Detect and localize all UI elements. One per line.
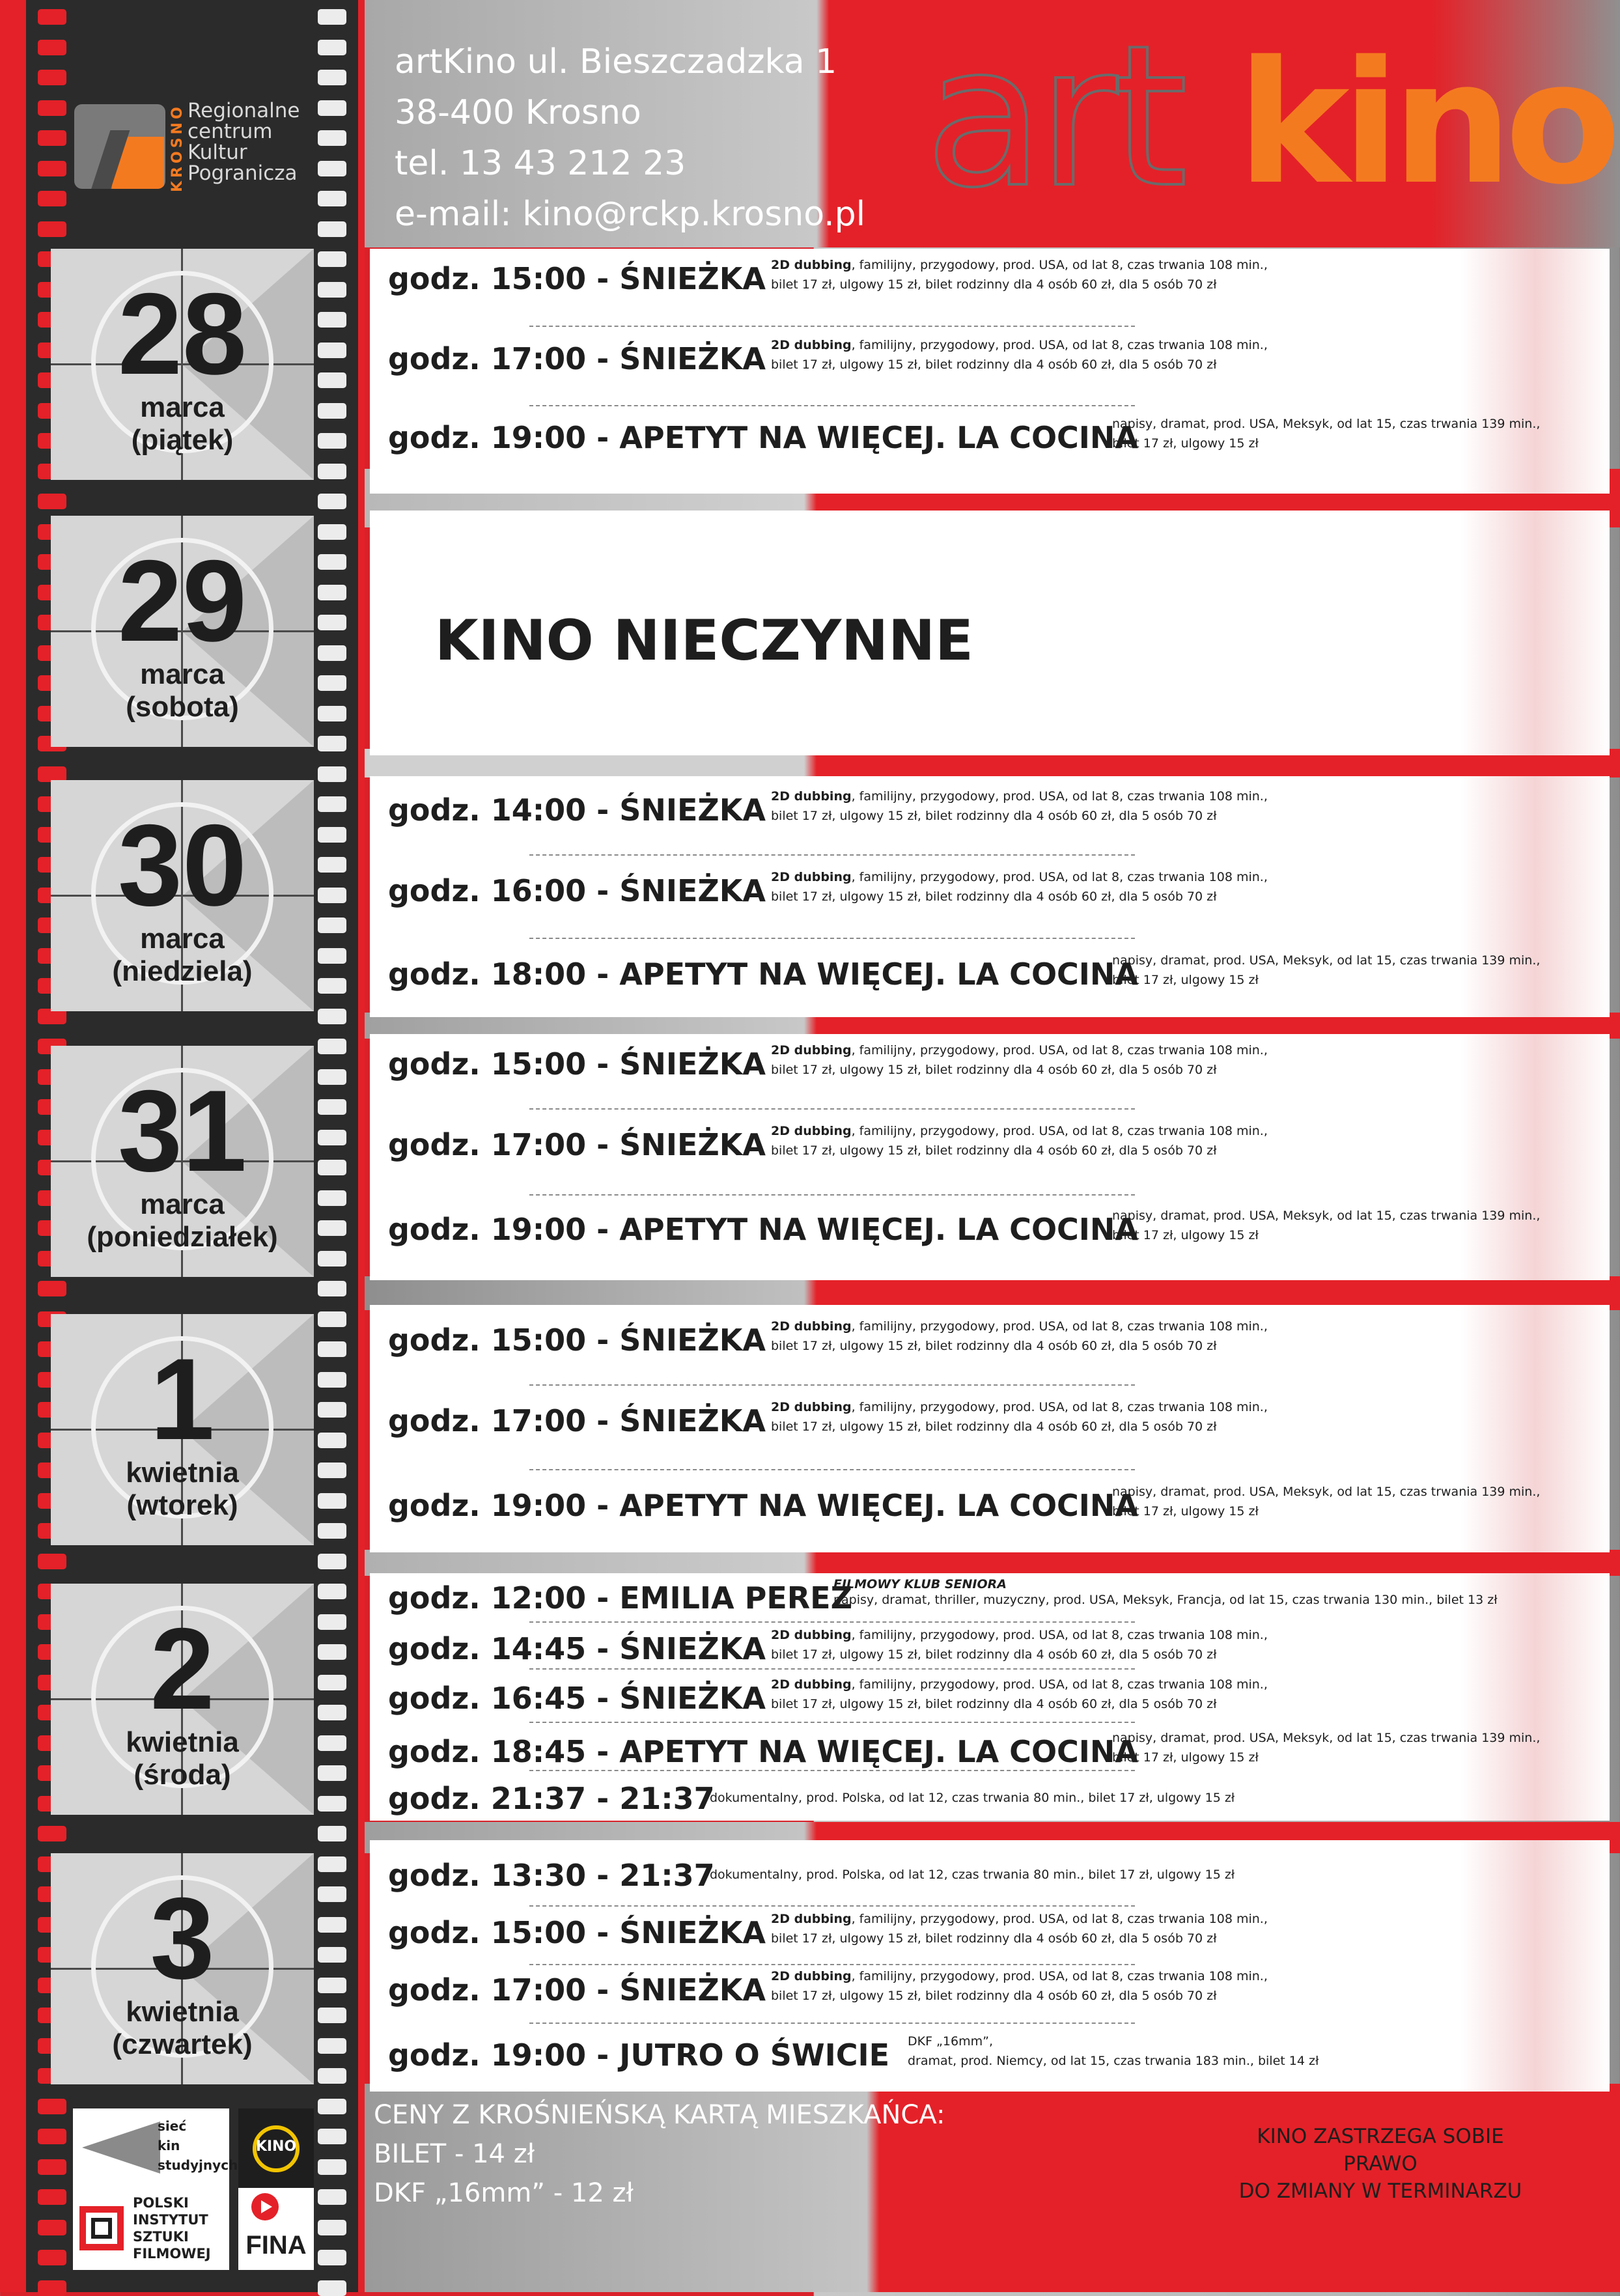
film-hole (318, 585, 346, 600)
projector-icon (82, 2121, 160, 2174)
dubbing-label: 2D dubbing (771, 338, 852, 352)
screening-details (771, 1909, 1268, 1929)
film-hole (318, 888, 346, 903)
film-hole (318, 1644, 346, 1660)
schedule-panel (370, 776, 1610, 1017)
details-text: , familijny, przygodowy, prod. USA, od lat 8, czas trwania 108 min., (851, 1677, 1268, 1692)
phone-line: tel. 13 43 212 23 (395, 144, 686, 183)
film-hole (318, 796, 346, 812)
dashed-separator (529, 405, 1135, 406)
address-line: 38-400 Krosno (395, 93, 641, 132)
details-text: , familijny, przygodowy, prod. USA, od lat 8, czas trwania 108 min., (851, 258, 1268, 272)
film-hole (318, 917, 346, 933)
film-hole (318, 2189, 346, 2205)
ticket-prices: bilet 17 zł, ulgowy 15 zł (1112, 973, 1259, 987)
date-number: 30 (118, 800, 247, 930)
logo-line: studyjnych (158, 2157, 238, 2173)
film-hole (318, 1069, 346, 1085)
film-hole (318, 1341, 346, 1357)
film-hole (38, 9, 66, 25)
logo-line: Pogranicza (188, 161, 298, 185)
screening-details: napisy, dramat, prod. USA, Meksyk, od lat 15, czas trwania 139 min., (1112, 1209, 1541, 1223)
ticket-prices: bilet 17 zł, ulgowy 15 zł (1112, 1228, 1259, 1242)
rckp-logo-mark (74, 104, 165, 189)
schedule-panel (370, 1034, 1610, 1280)
film-hole (318, 2220, 346, 2235)
film-hole (318, 524, 346, 540)
film-hole (318, 1554, 346, 1569)
screening-details (771, 335, 1268, 355)
details-text: , familijny, przygodowy, prod. USA, od lat 8, czas trwania 108 min., (851, 1319, 1268, 1334)
screening-title: godz. 18:45 - APETYT NA WIĘCEJ. LA COCINA (388, 1734, 1139, 1769)
film-hole (318, 1826, 346, 1841)
dashed-separator (529, 1668, 1135, 1670)
logo-org-name (188, 100, 300, 184)
kino-badge-text: KINO (255, 2138, 297, 2155)
cinema-address (395, 36, 865, 240)
ticket-prices: bilet 17 zł, ulgowy 15 zł, bilet rodzinny dla 4 osób 60 zł, dla 5 osób 70 zł (771, 1931, 1217, 1946)
film-hole (38, 1554, 66, 1569)
schedule-panel (370, 1840, 1610, 2092)
schedule-panel (370, 1305, 1610, 1552)
screening-details (771, 787, 1268, 806)
price-ticket: BILET - 14 zł (374, 2139, 535, 2169)
film-hole (318, 1130, 346, 1145)
date-number: 28 (118, 269, 247, 399)
date-frame (51, 1584, 314, 1815)
film-hole (318, 978, 346, 994)
film-hole (318, 403, 346, 419)
screening-title: godz. 12:00 - EMILIA PEREZ (388, 1580, 852, 1616)
film-hole (318, 1190, 346, 1206)
film-hole (318, 645, 346, 661)
film-hole (318, 1039, 346, 1054)
film-hole (38, 2189, 66, 2205)
film-hole (318, 675, 346, 691)
logo-line: kin (158, 2138, 180, 2153)
details-text: , familijny, przygodowy, prod. USA, od lat 8, czas trwania 108 min., (851, 1043, 1268, 1057)
film-hole (38, 2250, 66, 2265)
logo-art: art (925, 3, 1182, 231)
date-frame (51, 1046, 314, 1277)
screening-details (771, 1397, 1268, 1417)
date-month: marca (140, 391, 225, 423)
date-month: marca (140, 658, 225, 690)
date-weekday: (niedziela) (112, 955, 253, 987)
logo-line: Kultur (188, 141, 247, 164)
film-hole (318, 2068, 346, 2084)
ticket-prices: bilet 17 zł, ulgowy 15 zł, bilet rodzinny dla 4 osób 60 zł, dla 5 osób 70 zł (771, 1063, 1217, 1077)
date-number: 2 (150, 1604, 215, 1733)
schedule-panel (370, 1573, 1610, 1821)
details-text: , familijny, przygodowy, prod. USA, od lat 8, czas trwania 108 min., (851, 338, 1268, 352)
date-weekday: (czwartek) (112, 2028, 253, 2060)
date-month: kwietnia (126, 1457, 239, 1489)
fina-logo (238, 2188, 314, 2270)
film-hole (318, 1584, 346, 1599)
dubbing-label: 2D dubbing (771, 789, 852, 804)
film-hole (318, 736, 346, 751)
dubbing-label: 2D dubbing (771, 1124, 852, 1138)
film-hole (318, 464, 346, 479)
screening-title: godz. 17:00 - ŚNIEŻKA (388, 1403, 766, 1438)
screening-details: napisy, dramat, prod. USA, Meksyk, od lat 15, czas trwania 139 min., (1112, 1485, 1541, 1499)
film-hole (38, 70, 66, 85)
details-text: , familijny, przygodowy, prod. USA, od lat 8, czas trwania 108 min., (851, 1969, 1268, 1983)
ticket-prices: bilet 17 zł, ulgowy 15 zł, bilet rodzinny dla 4 osób 60 zł, dla 5 osób 70 zł (771, 1420, 1217, 1434)
date-number: 3 (150, 1873, 215, 2003)
film-hole (318, 1220, 346, 1236)
film-hole (318, 948, 346, 964)
film-hole (318, 1160, 346, 1175)
ticket-prices: dramat, prod. Niemcy, od lat 15, czas trwania 183 min., bilet 14 zł (908, 2054, 1319, 2068)
band (365, 1550, 1620, 1576)
logo-kino: kino (1237, 25, 1613, 222)
film-hole (318, 2159, 346, 2175)
film-hole (318, 1614, 346, 1630)
screening-title: godz. 21:37 - 21:37 (388, 1781, 715, 1816)
screening-title: godz. 17:00 - ŚNIEŻKA (388, 1972, 766, 2008)
date-month: kwietnia (126, 1996, 239, 2028)
details-text: , familijny, przygodowy, prod. USA, od lat 8, czas trwania 108 min., (851, 1912, 1268, 1926)
film-hole (318, 857, 346, 873)
logo-line: POLSKI (133, 2195, 189, 2211)
dashed-separator (529, 1384, 1135, 1386)
dashed-separator (529, 1621, 1135, 1623)
date-frame (51, 1314, 314, 1545)
film-hole (318, 2008, 346, 2023)
pisf-logo (73, 2188, 229, 2270)
screening-details (771, 1317, 1268, 1336)
ticket-prices: bilet 17 zł, ulgowy 15 zł, bilet rodzinny dla 4 osób 60 zł, dla 5 osób 70 zł (771, 277, 1217, 292)
film-hole (38, 2129, 66, 2144)
date-weekday: (poniedziałek) (87, 1221, 278, 1253)
club-tag: FILMOWY KLUB SENIORA (833, 1577, 1007, 1591)
screening-details: DKF „16mm”, (908, 2034, 993, 2049)
dashed-separator (529, 1905, 1135, 1907)
logo-line: INSTYTUT (133, 2212, 208, 2228)
film-hole (318, 433, 346, 449)
date-frame (51, 249, 314, 480)
film-hole (318, 494, 346, 509)
film-hole (318, 2280, 346, 2296)
screening-details: dokumentalny, prod. Polska, od lat 12, czas trwania 80 min., bilet 17 zł, ulgowy 15 zł (710, 1868, 1235, 1882)
dashed-separator (529, 1108, 1135, 1110)
film-hole (318, 1705, 346, 1720)
date-number: 29 (118, 536, 247, 665)
film-hole (38, 2280, 66, 2296)
dashed-separator (529, 854, 1135, 856)
screening-title: godz. 19:00 - APETYT NA WIĘCEJ. LA COCINA (388, 1488, 1139, 1523)
film-hole (38, 1826, 66, 1841)
screening-details: napisy, dramat, prod. USA, Meksyk, od lat 15, czas trwania 139 min., (1112, 417, 1541, 431)
ticket-prices: bilet 17 zł, ulgowy 15 zł (1112, 436, 1259, 451)
logo-line: sieć (158, 2118, 187, 2134)
siec-kin-studyjnych-logo (73, 2108, 238, 2188)
ticket-prices: bilet 17 zł, ulgowy 15 zł (1112, 1750, 1259, 1765)
logo-line: SZTUKI (133, 2229, 189, 2245)
film-hole (318, 70, 346, 85)
screening-title: godz. 15:00 - ŚNIEŻKA (388, 1915, 766, 1950)
film-hole (318, 706, 346, 721)
dubbing-label: 2D dubbing (771, 1677, 852, 1692)
film-hole (318, 1463, 346, 1478)
screening-title: godz. 14:00 - ŚNIEŻKA (388, 792, 766, 828)
film-hole (318, 1493, 346, 1509)
film-hole (318, 1009, 346, 1024)
film-hole (318, 9, 346, 25)
screening-title: godz. 13:30 - 21:37 (388, 1858, 715, 1893)
details-text: , familijny, przygodowy, prod. USA, od lat 8, czas trwania 108 min., (851, 1400, 1268, 1414)
film-hole (318, 1099, 346, 1115)
dubbing-label: 2D dubbing (771, 1319, 852, 1334)
screening-title: godz. 16:45 - ŚNIEŻKA (388, 1681, 766, 1716)
film-hole (318, 2250, 346, 2265)
dubbing-label: 2D dubbing (771, 1912, 852, 1926)
dashed-separator (529, 1722, 1135, 1723)
screening-details (771, 1967, 1268, 1986)
dashed-separator (529, 1770, 1135, 1771)
kino-badge-logo (238, 2108, 314, 2188)
screening-title: godz. 17:00 - ŚNIEŻKA (388, 1127, 766, 1162)
film-hole (318, 282, 346, 298)
screening-details (771, 1041, 1268, 1060)
screening-title: godz. 15:00 - ŚNIEŻKA (388, 1323, 766, 1358)
logo-line: Regionalne (188, 99, 300, 122)
dubbing-label: 2D dubbing (771, 258, 852, 272)
dubbing-label: 2D dubbing (771, 1043, 852, 1057)
screening-details: napisy, dramat, thriller, muzyczny, prod. USA, Meksyk, Francja, od lat 15, czas trwania 130 min., bilet 13 zł (833, 1593, 1498, 1607)
schedule-panel (370, 249, 1610, 494)
dubbing-label: 2D dubbing (771, 1400, 852, 1414)
ticket-prices: bilet 17 zł, ulgowy 15 zł, bilet rodzinny dla 4 osób 60 zł, dla 5 osób 70 zł (771, 809, 1217, 823)
film-hole (318, 554, 346, 570)
fina-text: FINA (245, 2231, 307, 2260)
film-hole (318, 1433, 346, 1448)
film-hole (38, 2220, 66, 2235)
film-hole (318, 1251, 346, 1267)
closed-notice: KINO NIECZYNNE (435, 608, 973, 673)
film-hole (318, 1886, 346, 1902)
date-number: 31 (118, 1066, 247, 1196)
film-hole (318, 1796, 346, 1812)
screening-details: dokumentalny, prod. Polska, od lat 12, czas trwania 80 min., bilet 17 zł, ulgowy 15 zł (710, 1791, 1235, 1805)
address-line: artKino ul. Bieszczadzka 1 (395, 42, 837, 81)
resident-card-prices (374, 2095, 945, 2213)
date-month: marca (140, 923, 225, 955)
logo-krosno-text: KROSNO (169, 104, 186, 192)
date-number: 1 (150, 1334, 215, 1464)
date-frame (51, 780, 314, 1011)
screening-title: godz. 16:00 - ŚNIEŻKA (388, 873, 766, 908)
date-weekday: (piątek) (131, 424, 234, 456)
dashed-separator (529, 1194, 1135, 1196)
film-hole (38, 40, 66, 55)
email-line[interactable]: e-mail: kino@rckp.krosno.pl (395, 195, 866, 234)
dashed-separator (529, 1469, 1135, 1470)
logo-line: FILMOWEJ (133, 2246, 211, 2261)
rckp-logo (46, 91, 332, 208)
film-hole (318, 1311, 346, 1327)
date-frame (51, 516, 314, 747)
film-hole (318, 1675, 346, 1690)
date-weekday: (sobota) (126, 691, 239, 723)
dashed-separator (529, 1964, 1135, 1965)
film-hole (38, 766, 66, 782)
date-month: marca (140, 1188, 225, 1220)
ticket-prices: bilet 17 zł, ulgowy 15 zł, bilet rodzinny dla 4 osób 60 zł, dla 5 osób 70 zł (771, 1697, 1217, 1711)
screening-details: napisy, dramat, prod. USA, Meksyk, od lat 15, czas trwania 139 min., (1112, 1731, 1541, 1745)
screening-details (771, 867, 1268, 887)
film-hole (38, 2159, 66, 2175)
screening-title: godz. 17:00 - ŚNIEŻKA (388, 341, 766, 376)
dubbing-label: 2D dubbing (771, 1628, 852, 1642)
film-holes-right (318, 0, 346, 2292)
film-hole (318, 1856, 346, 1872)
details-text: , familijny, przygodowy, prod. USA, od lat 8, czas trwania 108 min., (851, 1124, 1268, 1138)
dubbing-label: 2D dubbing (771, 870, 852, 884)
ticket-prices: bilet 17 zł, ulgowy 15 zł, bilet rodzinny dla 4 osób 60 zł, dla 5 osób 70 zł (771, 1989, 1217, 2003)
film-hole (38, 494, 66, 509)
details-text: , familijny, przygodowy, prod. USA, od lat 8, czas trwania 108 min., (851, 870, 1268, 884)
schedule-change-note (1224, 2123, 1537, 2205)
screening-title: godz. 19:00 - APETYT NA WIĘCEJ. LA COCINA (388, 420, 1139, 455)
film-hole (318, 1978, 346, 1993)
film-hole (318, 1523, 346, 1539)
film-hole (318, 2129, 346, 2144)
screening-title: godz. 15:00 - ŚNIEŻKA (388, 261, 766, 296)
prices-heading: CENY Z KROŚNIEŃSKĄ KARTĄ MIESZKAŃCA: (374, 2100, 945, 2130)
price-dkf: DKF „16mm” - 12 zł (374, 2178, 634, 2208)
screening-details (771, 255, 1268, 275)
film-hole (38, 221, 66, 237)
film-hole (318, 40, 346, 55)
film-hole (318, 221, 346, 237)
date-month: kwietnia (126, 1726, 239, 1758)
film-hole (318, 2038, 346, 2054)
ticket-prices: bilet 17 zł, ulgowy 15 zł, bilet rodzinny dla 4 osób 60 zł, dla 5 osób 70 zł (771, 889, 1217, 904)
ticket-prices: bilet 17 zł, ulgowy 15 zł, bilet rodzinny dla 4 osób 60 zł, dla 5 osób 70 zł (771, 1647, 1217, 1662)
details-text: , familijny, przygodowy, prod. USA, od lat 8, czas trwania 108 min., (851, 789, 1268, 804)
film-hole (318, 1735, 346, 1751)
film-hole (318, 827, 346, 843)
dashed-separator (529, 938, 1135, 939)
screening-title: godz. 18:00 - APETYT NA WIĘCEJ. LA COCINA (388, 957, 1139, 992)
ticket-prices: bilet 17 zł, ulgowy 15 zł, bilet rodzinny dla 4 osób 60 zł, dla 5 osób 70 zł (771, 1339, 1217, 1353)
screening-title: godz. 19:00 - JUTRO O ŚWICIE (388, 2037, 890, 2073)
screening-details (771, 1675, 1268, 1694)
date-frame (51, 1853, 314, 2084)
logo-line: centrum (188, 120, 273, 143)
dashed-separator (529, 326, 1135, 327)
ticket-prices: bilet 17 zł, ulgowy 15 zł (1112, 1504, 1259, 1519)
film-hole (318, 1281, 346, 1296)
film-hole (318, 1947, 346, 1963)
film-hole (318, 1765, 346, 1781)
screening-details: napisy, dramat, prod. USA, Meksyk, od lat 15, czas trwania 139 min., (1112, 953, 1541, 968)
dashed-separator (529, 2023, 1135, 2024)
film-hole (318, 251, 346, 267)
film-hole (318, 615, 346, 630)
screening-title: godz. 15:00 - ŚNIEŻKA (388, 1046, 766, 1082)
closed-panel (370, 511, 1610, 755)
details-text: , familijny, przygodowy, prod. USA, od lat 8, czas trwania 108 min., (851, 1628, 1268, 1642)
date-weekday: (wtorek) (126, 1489, 238, 1521)
film-hole (318, 1402, 346, 1418)
film-hole (318, 2099, 346, 2114)
film-hole (318, 372, 346, 388)
screening-details (771, 1625, 1268, 1645)
film-hole (318, 312, 346, 328)
film-hole (318, 343, 346, 358)
screening-details (771, 1121, 1268, 1141)
note-line: DO ZMIANY W TERMINARZU (1238, 2179, 1522, 2203)
film-hole (318, 1372, 346, 1388)
film-hole (318, 766, 346, 782)
film-hole (318, 1917, 346, 1933)
dubbing-label: 2D dubbing (771, 1969, 852, 1983)
screening-title: godz. 19:00 - APETYT NA WIĘCEJ. LA COCINA (388, 1212, 1139, 1247)
ticket-prices: bilet 17 zł, ulgowy 15 zł, bilet rodzinny dla 4 osób 60 zł, dla 5 osób 70 zł (771, 1143, 1217, 1158)
screening-title: godz. 14:45 - ŚNIEŻKA (388, 1631, 766, 1666)
note-line: KINO ZASTRZEGA SOBIE PRAWO (1257, 2125, 1504, 2176)
film-hole (38, 2099, 66, 2114)
ticket-prices: bilet 17 zł, ulgowy 15 zł, bilet rodzinny dla 4 osób 60 zł, dla 5 osób 70 zł (771, 357, 1217, 372)
date-weekday: (środa) (133, 1759, 231, 1791)
film-hole (38, 1281, 66, 1296)
